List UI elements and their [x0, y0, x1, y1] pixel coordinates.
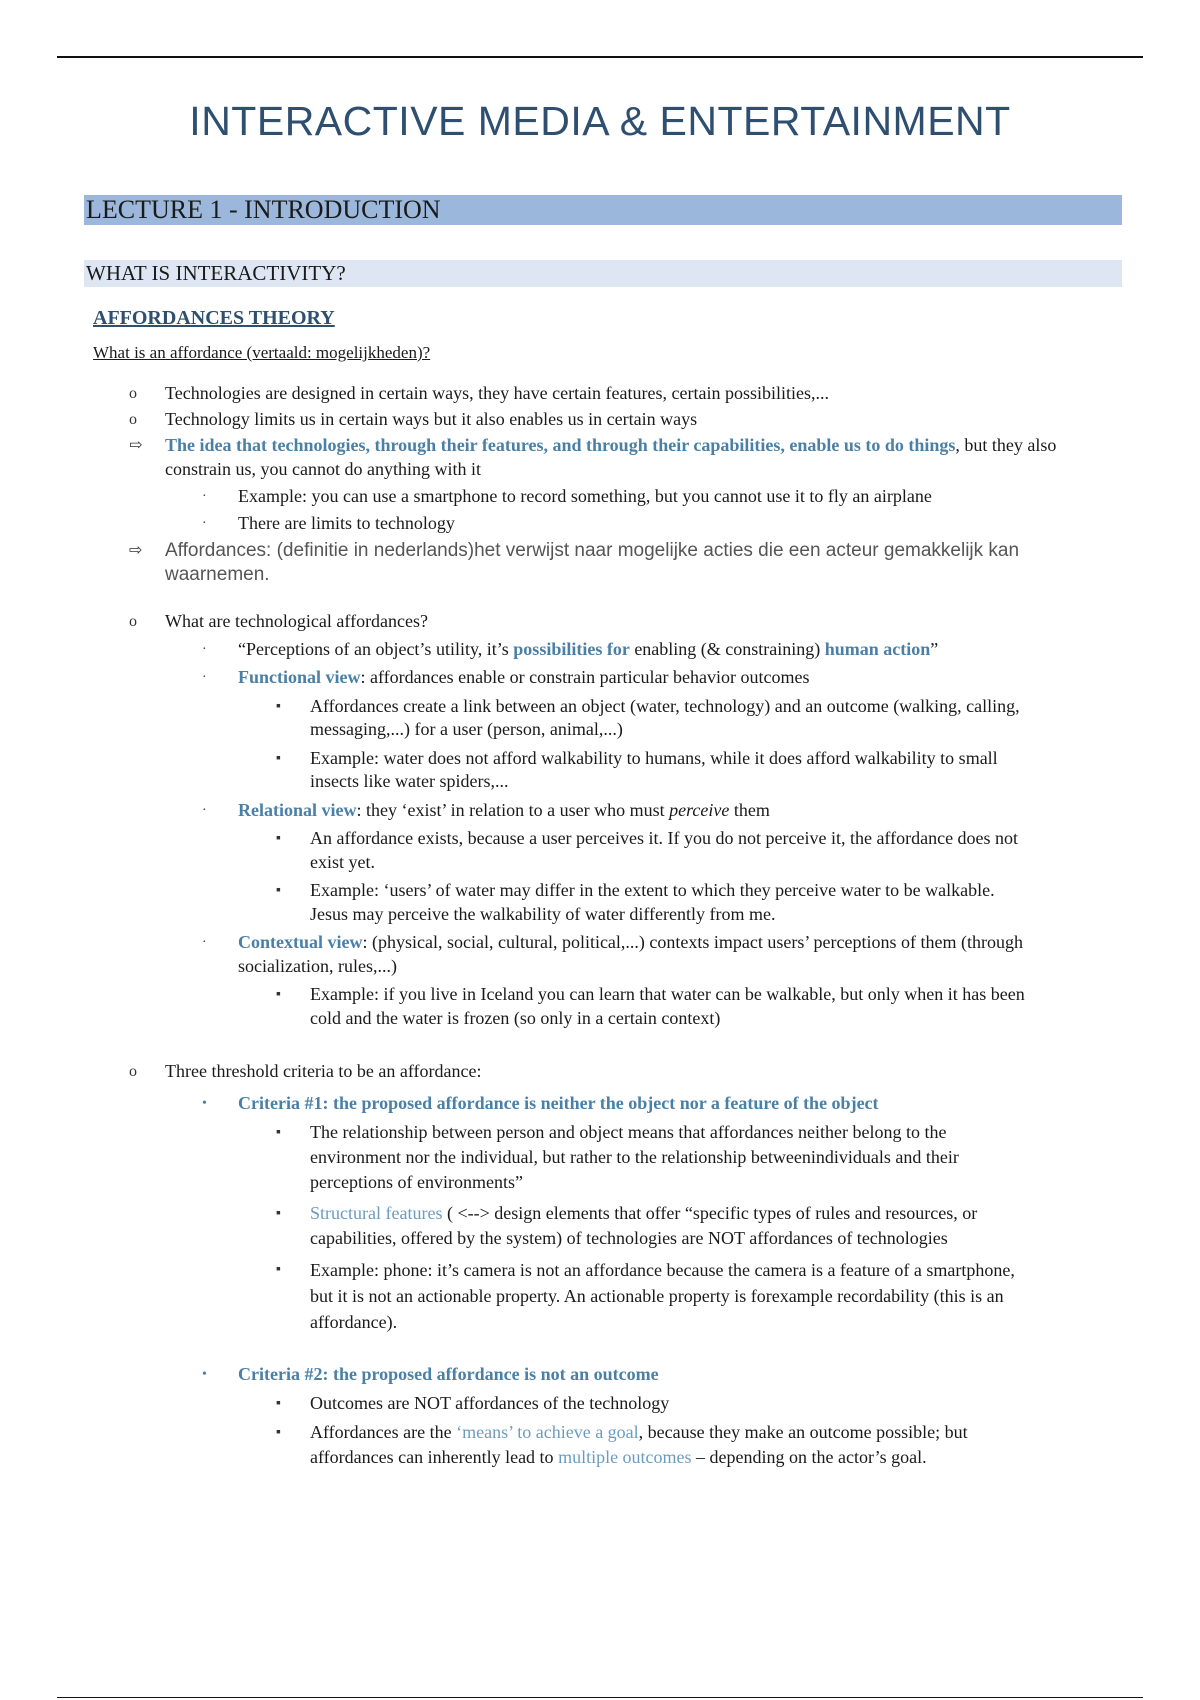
list-item: ▪ Outcomes are NOT affordances of the technology — [310, 1392, 1030, 1416]
list-item: ▪ Example: if you live in Iceland you can learn that water can be walkable, but only when it has been cold and the water is frozen (so only in a certain context) — [276, 984, 1025, 1028]
document-body — [0, 382, 1200, 1470]
list-item: · Example: you can use a smartphone to record something, but you cannot use it to fly an airplane — [238, 485, 1038, 509]
list-item: · Functional view: affordances enable or constrain particular behavior outcomes — [238, 666, 1038, 690]
arrow-bullet-icon: ⇨ — [129, 542, 143, 559]
list-item: · Relational view: they ‘exist’ in relation to a user who must perceive them — [238, 799, 1038, 823]
dot-bullet-icon: · — [202, 489, 207, 504]
arrow-bullet-icon: ⇨ — [129, 437, 143, 454]
bottom-rule — [57, 1697, 1143, 1698]
question-heading: What is an affordance (vertaald: mogelijkheden)? — [93, 343, 431, 362]
dot-bullet-icon: · — [202, 515, 207, 531]
square-bullet-icon: ▪ — [276, 1125, 281, 1140]
list-item: • Criteria #2: the proposed affordance is not an outcome — [238, 1363, 1038, 1387]
list-item: · Contextual view: (physical, social, cultural, political,...) contexts impact users’ perceptions of them (through socialization, rules,...) — [202, 932, 1023, 976]
circle-bullet-icon: o — [129, 385, 137, 402]
list-item: ▪ Affordances are the ‘means’ to achieve a goal, because they make an outcome possible; but affordances can inherently lead to multiple outcomes – depending on the actor’s goal. — [276, 1422, 968, 1467]
circle-bullet-icon: o — [129, 410, 137, 428]
list-item: ⇨ The idea that technologies, through their features, and through their capabilities, enable us to do things, but they also constrain us, you cannot do anything with it — [129, 435, 1057, 479]
list-item: ▪ An affordance exists, because a user perceives it. If you do not perceive it, the affordance does not exist yet. — [276, 828, 1019, 872]
square-bullet-icon: ▪ — [276, 1425, 281, 1440]
square-bullet-icon: ▪ — [276, 698, 281, 714]
square-bullet-icon: ▪ — [276, 1206, 281, 1221]
list-item: ▪ The relationship between person and object means that affordances neither belong to the environment nor the individual, but rather to the relationship betweenindividuals and their perceptions of environments” — [276, 1122, 959, 1192]
dot-bullet-icon: · — [202, 641, 207, 657]
dot-bullet-icon: · — [202, 802, 207, 818]
bullet-icon: • — [202, 1095, 207, 1111]
square-bullet-icon: ▪ — [276, 987, 281, 1002]
list-item: · There are limits to technology — [238, 512, 1038, 536]
list-item: • Criteria #1: the proposed affordance is neither the object nor a feature of the object — [238, 1092, 1038, 1116]
list-item: ▪ Example: phone: it’s camera is not an affordance because the camera is a feature of a smartphone, but it is not an actionable property. An actionable property is forexample recordability (this is an affordance). — [310, 1257, 1030, 1335]
square-bullet-icon: ▪ — [276, 1262, 281, 1277]
circle-bullet-icon: o — [129, 1063, 137, 1080]
square-bullet-icon: ▪ — [276, 883, 281, 898]
list-item: ▪ Structural features ( <--> design elements that offer “specific types of rules and resources, or capabilities, offered by the system) of technologies are NOT affordances of technologies — [276, 1203, 978, 1248]
list-item: o Technologies are designed in certain ways, they have certain features, certain possibilities,... — [165, 382, 1080, 406]
bullet-icon: • — [202, 1367, 207, 1382]
top-rule — [57, 56, 1143, 58]
list-item: ▪ Affordances create a link between an object (water, technology) and an outcome (walking, calling, messaging,...) for a user (person, animal,...) — [276, 695, 1020, 739]
list-item: ▪ Example: water does not afford walkability to humans, while it does afford walkability to small insects like water spiders,... — [276, 747, 998, 791]
list-item: o What are technological affordances? — [165, 610, 1080, 634]
section-heading: WHAT IS INTERACTIVITY? — [84, 260, 1122, 287]
dot-bullet-icon: · — [202, 670, 207, 685]
list-item: o Technology limits us in certain ways but it also enables us in certain ways — [165, 408, 1080, 432]
dot-bullet-icon: · — [202, 935, 207, 950]
square-bullet-icon: ▪ — [276, 831, 281, 846]
square-bullet-icon: ▪ — [276, 1395, 281, 1411]
list-item: ▪ Example: ‘users’ of water may differ in the extent to which they perceive water to be walkable. Jesus may perceive the walkability of water differently from me. — [276, 880, 995, 924]
list-item: · “Perceptions of an object’s utility, it’s possibilities for enabling (& constraining) human action” — [238, 638, 1038, 662]
square-bullet-icon: ▪ — [276, 750, 281, 766]
list-item: ⇨ Affordances: (definitie in nederlands)het verwijst naar mogelijke acties die een acteur gemakkelijk kan waarnemen. — [129, 540, 1020, 585]
lecture-heading: LECTURE 1 - INTRODUCTION — [84, 195, 1122, 225]
document-title: INTERACTIVE MEDIA & ENTERTAINMENT — [189, 98, 1011, 144]
list-item: o Three threshold criteria to be an affordance: — [165, 1060, 1080, 1084]
circle-bullet-icon: o — [129, 613, 137, 630]
subsection-heading: AFFORDANCES THEORY — [93, 307, 335, 329]
